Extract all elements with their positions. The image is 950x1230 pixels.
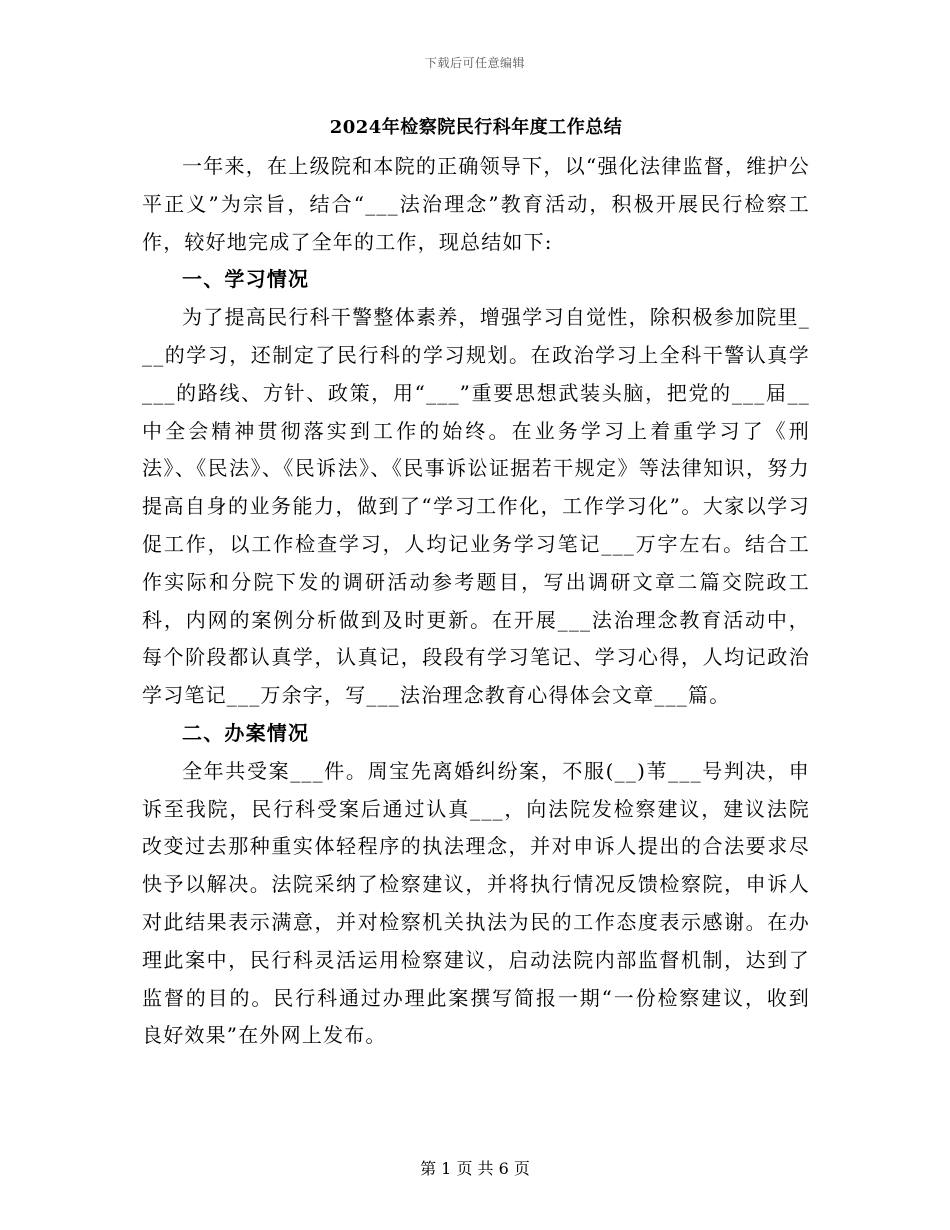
document-body [142, 114, 810, 1055]
section-heading-study: 一、学习情况 [182, 267, 310, 292]
section-paragraph-study: 为了提高民行科干警整体素养，增强学习自觉性，除积极参加院里___的学习，还制定了民行科的学习规划。在政治学习上全科干警认真学___的路线、方针、政策，用“___”重要思想武装头脑，把党的___届__中全会精神贯彻落实到工作的始终。在业务学习上着重学习了《刑法》、《民法》、《民诉法》、《民事诉讼证据若干规定》等法律知识，努力提高自身的业务能力，做到了“学习工作化，工作学习化”。大家以学习促工作，以工作检查学习，人均记业务学习笔记___万字左右。结合工作实际和分院下发的调研活动参考题目，写出调研文章二篇交院政工科，内网的案例分析做到及时更新。在开展___法治理念教育活动中，每个阶段都认真学，认真记，段段有学习笔记、学习心得，人均记政治学习笔记___万余字，写___法治理念教育心得体会文章___篇。 [142, 305, 810, 708]
section-cases [142, 715, 810, 1055]
intro-paragraph: 一年来，在上级院和本院的正确领导下，以“强化法律监督，维护公平正义”为宗旨，结合“___法治理念”教育活动，积极开展民行检察工作，较好地完成了全年的工作，现总结如下: [142, 154, 810, 254]
section-paragraph-cases: 全年共受案___件。周宝先离婚纠纷案，不服(__)苇___号判决，申诉至我院，民行科受案后通过认真___，向法院发检察建议，建议法院改变过去那种重实体轻程序的执法理念，并对申诉人提出的合法要求尽快予以解决。法院采纳了检察建议，并将执行情况反馈检察院，申诉人对此结果表示满意，并对检察机关执法为民的工作态度表示感谢。在办理此案中，民行科灵活运用检察建议，启动法院内部监督机制，达到了监督的目的。民行科通过办理此案撰写简报一期“一份检察建议，收到良好效果”在外网上发布。 [142, 758, 810, 1048]
section-heading-cases: 二、办案情况 [182, 720, 310, 745]
page-footer: 第 1 页 共 6 页 [420, 1159, 530, 1178]
header-note: 下载后可任意编辑 [424, 56, 525, 70]
section-study [142, 261, 810, 715]
document-title: 2024年检察院民行科年度工作总结 [329, 117, 623, 138]
